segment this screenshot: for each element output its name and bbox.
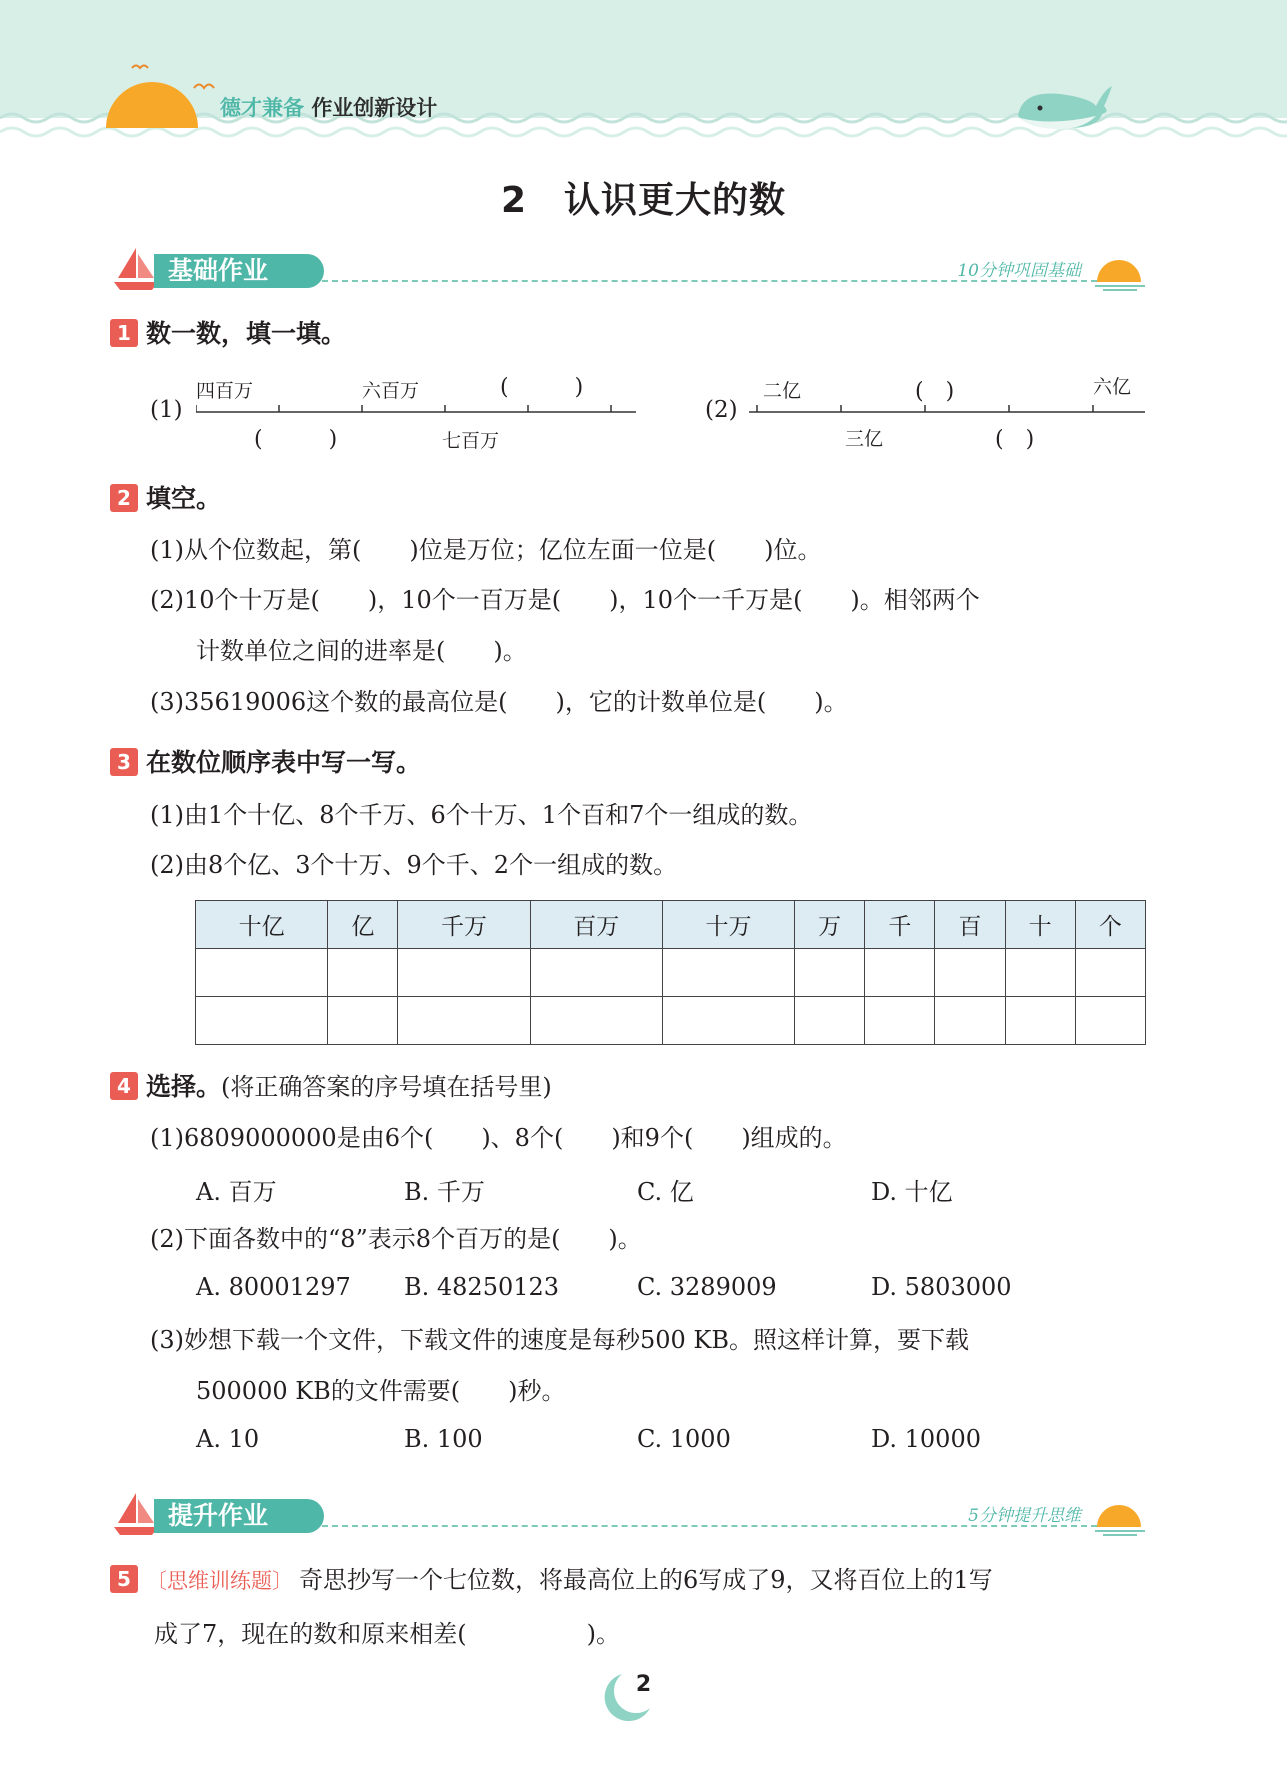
q3-title: 在数位顺序表中写一写。 xyxy=(146,748,422,777)
place-value-header: 千万 xyxy=(398,901,530,949)
answer-cell[interactable] xyxy=(662,949,794,997)
q5-tag: 〔思维训练题〕 xyxy=(146,1569,293,1593)
q4-title: 选择。 xyxy=(146,1072,222,1101)
q1-title: 数一数，填一填。 xyxy=(146,319,347,348)
q4-2-option-a[interactable]: A. 80001297 xyxy=(196,1273,351,1301)
q3-number: 3 xyxy=(110,748,138,776)
q4-number: 4 xyxy=(110,1072,138,1100)
q2-line: (2)10个十万是( )，10个一百万是( )，10个一千万是( )。相邻两个 xyxy=(150,586,980,614)
answer-cell[interactable] xyxy=(398,997,530,1045)
place-value-header: 十万 xyxy=(662,901,794,949)
q4-title-note: (将正确答案的序号填在括号里) xyxy=(221,1073,552,1101)
nl2-bottom-blank: ( ) xyxy=(995,427,1035,452)
section-advanced-bar xyxy=(112,1489,1147,1545)
answer-cell[interactable] xyxy=(865,997,935,1045)
place-value-header: 个 xyxy=(1075,901,1145,949)
number-line-1 xyxy=(150,370,640,450)
q4-1-option-c[interactable]: C. 亿 xyxy=(637,1178,694,1206)
place-value-table xyxy=(195,900,1146,1045)
answer-cell[interactable] xyxy=(398,949,530,997)
q4-1-option-d[interactable]: D. 十亿 xyxy=(871,1178,953,1206)
answer-cell[interactable] xyxy=(328,949,398,997)
section-basic-bar xyxy=(112,244,1147,300)
q2-number: 2 xyxy=(110,484,138,512)
q4-3-option-d[interactable]: D. 10000 xyxy=(871,1425,981,1453)
q4-heading xyxy=(110,1067,552,1107)
answer-cell[interactable] xyxy=(328,997,398,1045)
number-line-2-label: (2) xyxy=(705,397,738,423)
answer-cell[interactable] xyxy=(662,997,794,1045)
q4-2-option-d[interactable]: D. 5803000 xyxy=(871,1273,1012,1301)
place-value-header: 十亿 xyxy=(196,901,328,949)
answer-cell[interactable] xyxy=(196,997,328,1045)
q4-item-text: (3)妙想下载一个文件，下载文件的速度是每秒500 KB。照这样计算，要下载 xyxy=(150,1326,969,1354)
q1-heading xyxy=(110,314,346,354)
nl2-top-label: 二亿 xyxy=(763,380,802,402)
page-number: 2 xyxy=(635,1672,652,1697)
q3-line: (1)由1个十亿、8个千万、6个十万、1个百和7个一组成的数。 xyxy=(150,801,813,829)
brand-green: 德才兼备 xyxy=(220,96,304,120)
q2-title: 填空。 xyxy=(146,484,222,513)
number-line-1-label: (1) xyxy=(150,397,183,423)
q4-3-option-a[interactable]: A. 10 xyxy=(196,1425,260,1453)
q4-item-text-cont: 500000 KB的文件需要( )秒。 xyxy=(196,1377,566,1405)
answer-cell[interactable] xyxy=(1075,997,1145,1045)
nl2-top-label: 六亿 xyxy=(1093,376,1132,398)
q4-1-option-a[interactable]: A. 百万 xyxy=(196,1178,277,1206)
answer-cell[interactable] xyxy=(795,997,865,1045)
nl1-top-label: 六百万 xyxy=(362,380,420,402)
q2-heading xyxy=(110,479,221,519)
q5-text1: 奇思抄写一个七位数，将最高位上的6写成了9，又将百位上的1写 xyxy=(299,1566,993,1594)
place-value-header: 百万 xyxy=(530,901,662,949)
boat-icon xyxy=(112,1489,160,1539)
nl1-top-blank: ( ) xyxy=(500,375,584,400)
q5-number: 5 xyxy=(110,1565,138,1593)
brand-dark: 作业创新设计 xyxy=(311,96,438,120)
q2-line: 计数单位之间的进率是( )。 xyxy=(196,637,527,665)
page-title: 2 认识更大的数 xyxy=(500,180,787,221)
q4-3-option-b[interactable]: B. 100 xyxy=(404,1425,483,1453)
nl1-top-label: 四百万 xyxy=(196,380,254,402)
section-basic-note: 10分钟巩固基础 xyxy=(957,261,1081,281)
number-line-2 xyxy=(705,370,1147,450)
q4-3-option-c[interactable]: C. 1000 xyxy=(637,1425,731,1453)
answer-cell[interactable] xyxy=(1005,997,1075,1045)
sunset-icon xyxy=(1093,254,1147,292)
nl1-bottom-label: 七百万 xyxy=(442,430,500,452)
section-advanced-note: 5分钟提升思维 xyxy=(968,1506,1081,1526)
q3-heading xyxy=(110,743,421,783)
q4-item-text: (2)下面各数中的“8”表示8个百万的是( )。 xyxy=(150,1225,642,1253)
place-value-header: 万 xyxy=(795,901,865,949)
q5-text2: 成了7，现在的数和原来相差( )。 xyxy=(154,1620,620,1648)
place-value-answer-row xyxy=(196,997,1146,1045)
brand xyxy=(220,92,437,122)
sun-icon xyxy=(102,58,202,130)
place-value-header: 百 xyxy=(935,901,1005,949)
answer-cell[interactable] xyxy=(530,997,662,1045)
answer-cell[interactable] xyxy=(935,949,1005,997)
answer-cell[interactable] xyxy=(530,949,662,997)
section-advanced-label: 提升作业 xyxy=(154,1499,324,1533)
section-basic-label: 基础作业 xyxy=(154,254,324,288)
q2-line: (1)从个位数起，第( )位是万位；亿位左面一位是( )位。 xyxy=(150,536,822,564)
place-value-answer-row xyxy=(196,949,1146,997)
answer-cell[interactable] xyxy=(865,949,935,997)
answer-cell[interactable] xyxy=(196,949,328,997)
answer-cell[interactable] xyxy=(935,997,1005,1045)
q1-number: 1 xyxy=(110,319,138,347)
answer-cell[interactable] xyxy=(795,949,865,997)
whale-icon xyxy=(1012,76,1116,132)
place-value-header: 千 xyxy=(865,901,935,949)
q4-1-option-b[interactable]: B. 千万 xyxy=(404,1178,485,1206)
answer-cell[interactable] xyxy=(1005,949,1075,997)
nl2-bottom-label: 三亿 xyxy=(845,428,884,450)
number-line-1-axis xyxy=(196,400,640,424)
q4-item-text: (1)6809000000是由6个( )、8个( )和9个( )组成的。 xyxy=(150,1124,847,1152)
sunset-icon xyxy=(1093,1499,1147,1537)
q4-2-option-c[interactable]: C. 3289009 xyxy=(637,1273,777,1301)
place-value-header: 十 xyxy=(1005,901,1075,949)
q2-line: (3)35619006这个数的最高位是( )，它的计数单位是( )。 xyxy=(150,688,848,716)
nl2-top-blank: ( ) xyxy=(915,379,955,404)
answer-cell[interactable] xyxy=(1075,949,1145,997)
place-value-header-row xyxy=(196,901,1146,949)
q3-line: (2)由8个亿、3个十万、9个千、2个一组成的数。 xyxy=(150,851,678,879)
q4-2-option-b[interactable]: B. 48250123 xyxy=(404,1273,560,1301)
boat-icon xyxy=(112,244,160,294)
nl1-bottom-blank: ( ) xyxy=(254,427,338,452)
q5-line1 xyxy=(110,1560,993,1601)
place-value-header: 亿 xyxy=(328,901,398,949)
bird-icon xyxy=(192,80,218,92)
